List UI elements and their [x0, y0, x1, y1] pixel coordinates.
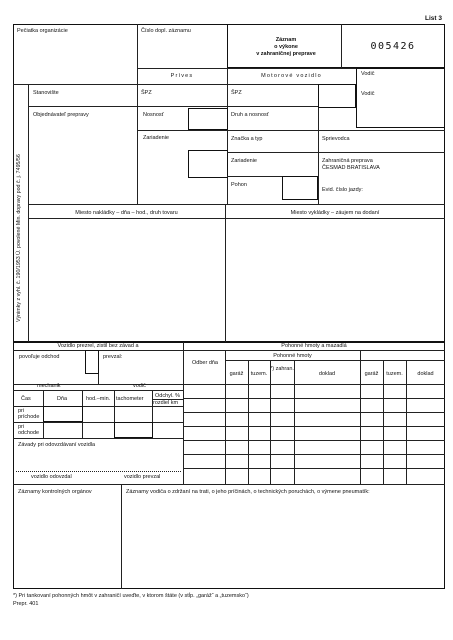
- org-stamp-label: Pečiatka organizácie: [17, 28, 68, 34]
- took-over-label: prevzal:: [103, 354, 123, 360]
- divider: [13, 406, 183, 407]
- divider: [183, 350, 445, 351]
- divider: [406, 360, 407, 484]
- thick-box: [188, 150, 228, 178]
- driver-box[interactable]: [356, 68, 445, 128]
- doc: doklad: [318, 371, 336, 377]
- handed-label: povoľuje odchod: [19, 354, 60, 360]
- orderer-label: Objednávateľ prepravy: [33, 112, 89, 118]
- garage-2: garáž: [364, 371, 379, 377]
- divider: [183, 412, 445, 413]
- divider: [183, 342, 184, 484]
- motor-vehicle-label: Motorové vozidlo: [261, 73, 322, 79]
- divider: [225, 360, 360, 361]
- domestic: tuzem.: [250, 371, 268, 377]
- takeover-label: vozidlo prevzal: [124, 474, 161, 480]
- divider: [137, 24, 138, 204]
- divider: [183, 468, 445, 469]
- domestic-2: tuzem.: [386, 371, 403, 377]
- record-number: 005426: [370, 41, 416, 52]
- defects-label: Závady pri odovzdávaní vozidla: [18, 442, 96, 448]
- loading-label: Miesto nakládky – dňa – hod., druh tovaru: [75, 210, 178, 216]
- driver-label: Vodič: [361, 71, 375, 77]
- col-diff: rozdiel km: [153, 400, 179, 406]
- dotted-line: [16, 471, 181, 472]
- driver-label-2: Vodič: [361, 91, 375, 97]
- row-departure: pri odchode: [18, 424, 40, 437]
- purchase-day: Odber dňa: [192, 360, 218, 366]
- divider: [13, 84, 318, 85]
- unloading-label: Miesto vykládky – záujem na dodaní: [290, 210, 380, 216]
- sheet-label: List 3: [425, 15, 442, 22]
- col-hour: hod.–min.: [86, 396, 111, 402]
- divider: [183, 440, 445, 441]
- thick-box: [43, 406, 83, 422]
- station-label: Stanovište: [33, 90, 59, 96]
- abroad: *) zahran.: [270, 366, 294, 372]
- divider: [341, 24, 342, 68]
- divider: [270, 360, 271, 484]
- divider: [28, 218, 445, 219]
- arrived-label: Vozidlo prezrel, zistil bez závad a: [57, 343, 139, 349]
- thick-box: [188, 108, 228, 130]
- extra-record-no-field[interactable]: [140, 38, 224, 64]
- divider: [183, 384, 445, 385]
- brand-type-label: Značka a typ: [231, 136, 263, 142]
- divider: [294, 360, 295, 484]
- spz-label-2: ŠPZ: [231, 90, 242, 96]
- fuel-label: Pohonné hmoty: [273, 353, 312, 359]
- side-note: Výnimky z vyhl. č. 190/1953 Ú. povolené Min. dopravy pod č. j. 7495/56: [16, 154, 22, 322]
- bottom-frame: [13, 342, 445, 589]
- divider: [360, 360, 445, 361]
- divider: [225, 204, 226, 342]
- divider: [183, 398, 445, 399]
- driver-sign-label: vodič: [133, 383, 146, 389]
- escort-label: Sprievodca: [322, 136, 350, 142]
- divider: [183, 426, 445, 427]
- col-day: Dňa: [57, 396, 68, 402]
- unloading-field[interactable]: [227, 220, 443, 340]
- mechanic-label: mechanik: [37, 383, 61, 389]
- thick-box: [282, 176, 318, 200]
- divider: [183, 454, 445, 455]
- divider: [152, 399, 183, 400]
- intl-transport-label: Zahraničná preprava: [322, 158, 373, 164]
- org-stamp-field[interactable]: [18, 38, 133, 80]
- extra-record-no-label: Číslo dopl. záznamu: [141, 28, 191, 34]
- trailer-label: Príves: [170, 73, 194, 79]
- driver-notes-label: Záznamy vodiča o zdržaní na trati, o jeho príčinách, o technických poruchách, o výmene pneumatík:: [126, 489, 370, 495]
- vehicle-type-label: Pohon: [231, 182, 247, 188]
- trip-no-label: Evid. číslo jazdy:: [322, 187, 363, 193]
- thick-box: [85, 350, 99, 374]
- divider: [227, 152, 445, 153]
- divider: [137, 130, 445, 131]
- col-odch: Odchyl. %: [155, 393, 181, 399]
- footnote: *) Pri tankovaní pohonných hmôt v zahraničí uveďte, v ktorom štáte (v stĺp. „garáž“ a „tuzemsko“): [13, 593, 249, 599]
- equipment-label-2: Zariadenie: [231, 158, 257, 164]
- divider: [13, 422, 183, 423]
- divider: [28, 204, 445, 205]
- handover-label: vozidlo odovzdal: [31, 474, 72, 480]
- record-title-1: Záznam: [275, 37, 297, 43]
- doc-2: doklad: [417, 371, 434, 377]
- inspectors-label: Záznamy kontrolných orgánov: [18, 489, 92, 495]
- divider: [383, 360, 384, 484]
- thick-box: [114, 422, 153, 438]
- divider: [121, 484, 122, 589]
- form-code: Prepr. 401: [13, 601, 39, 607]
- divider: [13, 390, 183, 391]
- thick-box: [318, 84, 356, 108]
- spz-label: ŠPZ: [141, 90, 152, 96]
- divider: [248, 360, 249, 484]
- col-time: Čas: [21, 396, 31, 402]
- record-title-2: o výkone: [274, 44, 298, 50]
- row-arrival: pri príchode: [18, 408, 40, 421]
- divider: [13, 438, 183, 439]
- divider: [28, 106, 318, 107]
- type-capacity-label: Druh a nosnosť: [231, 112, 269, 118]
- capacity-label: Nosnosť: [143, 112, 164, 118]
- equipment-label: Zariadenie: [143, 135, 169, 141]
- company-label: ČESMAD BRATISLAVA: [322, 165, 380, 171]
- fuel-title: Pohonné hmoty a mazadlá: [281, 343, 347, 349]
- record-title-3: v zahraničnej preprave: [256, 51, 316, 57]
- col-tacho: tachometer: [116, 396, 144, 402]
- garage: garáž: [229, 371, 244, 377]
- loading-field[interactable]: [30, 220, 223, 340]
- divider: [13, 484, 445, 485]
